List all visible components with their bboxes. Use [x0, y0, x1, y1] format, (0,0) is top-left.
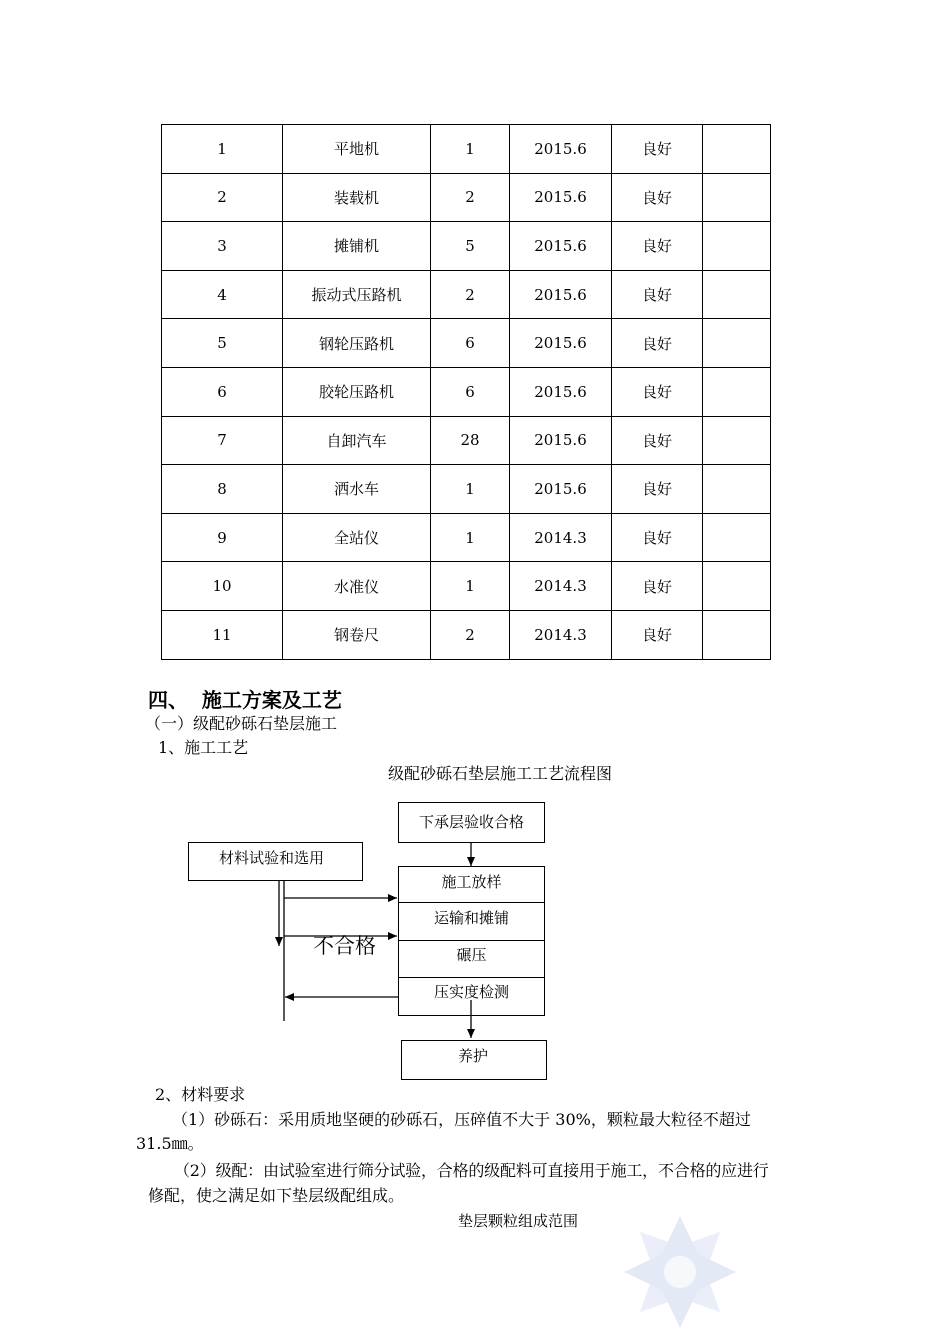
table-cell: 8 [162, 465, 283, 514]
table-cell: 28 [431, 416, 510, 465]
table-cell: 良好 [612, 416, 703, 465]
materials-heading: 2、材料要求 [155, 1085, 246, 1104]
table-cell: 平地机 [283, 125, 431, 174]
table-cell: 水准仪 [283, 562, 431, 611]
table-cell: 11 [162, 610, 283, 659]
table-cell: 良好 [612, 125, 703, 174]
para-grading-line2: 修配，使之满足如下垫层级配组成。 [148, 1186, 405, 1205]
table-cell: 良好 [612, 367, 703, 416]
flow-step-layout: 施工放样 [441, 873, 502, 891]
table-cell: 良好 [612, 173, 703, 222]
table-cell: 6 [162, 367, 283, 416]
table-cell: 1 [431, 513, 510, 562]
table-cell: 全站仪 [283, 513, 431, 562]
table-cell: 钢卷尺 [283, 610, 431, 659]
table-cell: 5 [162, 319, 283, 368]
table-cell: 10 [162, 562, 283, 611]
table-cell: 良好 [612, 562, 703, 611]
table-cell: 良好 [612, 270, 703, 319]
flow-box-material: 材料试验和选用 [188, 842, 363, 881]
table-cell: 1 [431, 562, 510, 611]
table-cell: 自卸汽车 [283, 416, 431, 465]
flow-box-top: 下承层验收合格 [398, 802, 545, 843]
table-cell: 6 [431, 319, 510, 368]
table-cell: 摊铺机 [283, 222, 431, 271]
table-cell: 9 [162, 513, 283, 562]
table-cell: 2014.3 [510, 610, 612, 659]
table-cell: 1 [431, 125, 510, 174]
table-cell: 5 [431, 222, 510, 271]
section-heading: 四、 施工方案及工艺 [148, 688, 342, 712]
flow-step-divider-1 [398, 902, 545, 903]
table-cell: 2015.6 [510, 367, 612, 416]
table-cell: 良好 [612, 513, 703, 562]
table-cell: 洒水车 [283, 465, 431, 514]
table-cell: 2015.6 [510, 416, 612, 465]
table-cell: 2014.3 [510, 513, 612, 562]
para-gravel-line1: （1）砂砾石：采用质地坚硬的砂砾石，压碎值不大于 30%，颗粒最大粒径不超过 [172, 1110, 751, 1129]
table-cell: 7 [162, 416, 283, 465]
flow-step-transport: 运输和摊铺 [433, 909, 509, 927]
watermark-logo-icon [620, 1212, 740, 1332]
table-cell: 2 [431, 173, 510, 222]
sub-heading: （一）级配砂砾石垫层施工 [145, 714, 338, 733]
table-cell: 2015.6 [510, 465, 612, 514]
para-gravel-line2: 31.5㎜。 [136, 1134, 204, 1153]
table-cell: 振动式压路机 [283, 270, 431, 319]
table-cell: 2014.3 [510, 562, 612, 611]
table-cell: 2 [162, 173, 283, 222]
table-cell: 2 [431, 270, 510, 319]
table-cell: 2015.6 [510, 222, 612, 271]
table-cell: 良好 [612, 610, 703, 659]
table-cell: 良好 [612, 319, 703, 368]
table-cell: 1 [431, 465, 510, 514]
flow-reject-label: 不合格 [313, 934, 376, 958]
item-heading-process: 1、施工工艺 [158, 738, 249, 757]
table-cell: 3 [162, 222, 283, 271]
para-grading-line1: （2）级配：由试验室进行筛分试验，合格的级配料可直接用于施工，不合格的应进行 [174, 1161, 769, 1180]
table-cell: 4 [162, 270, 283, 319]
table-cell: 2 [431, 610, 510, 659]
table-cell: 2015.6 [510, 319, 612, 368]
table-cell: 良好 [612, 465, 703, 514]
table-cell: 2015.6 [510, 270, 612, 319]
flow-step-density-test: 压实度检测 [433, 983, 509, 1001]
flow-box-final: 养护 [401, 1040, 547, 1080]
table-cell: 2015.6 [510, 173, 612, 222]
table-cell: 钢轮压路机 [283, 319, 431, 368]
table-cell: 1 [162, 125, 283, 174]
flow-chart-title: 级配砂砾石垫层施工工艺流程图 [387, 764, 612, 783]
table-cell: 装载机 [283, 173, 431, 222]
table-cell: 6 [431, 367, 510, 416]
table-caption: 垫层颗粒组成范围 [457, 1212, 578, 1230]
table-cell: 2015.6 [510, 125, 612, 174]
flow-step-compaction: 碾压 [456, 946, 487, 964]
table-cell: 良好 [612, 222, 703, 271]
table-cell: 胶轮压路机 [283, 367, 431, 416]
